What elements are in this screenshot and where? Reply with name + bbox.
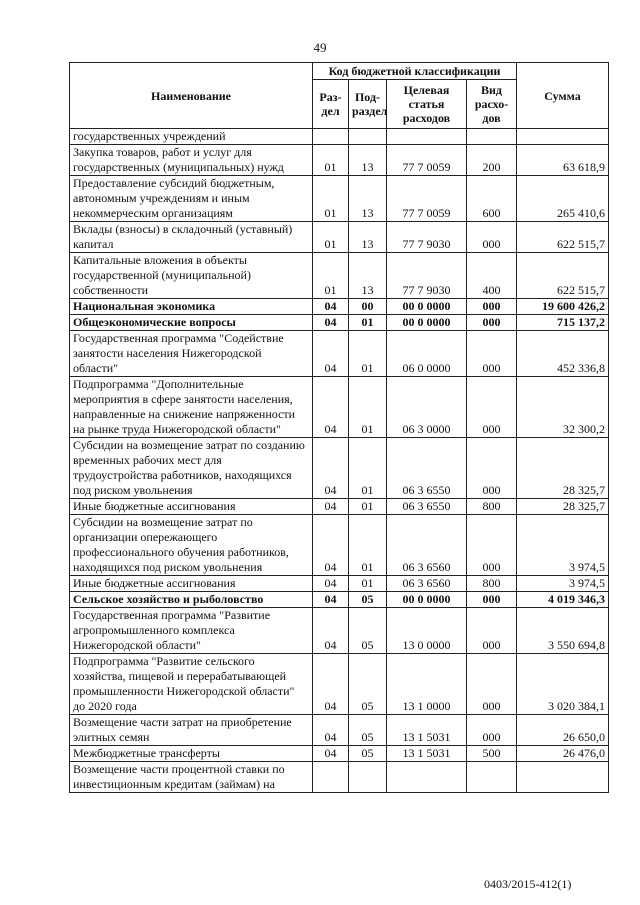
row-podrazdel: 01: [349, 499, 387, 515]
row-podrazdel: 05: [349, 654, 387, 715]
row-vid: 000: [467, 222, 517, 253]
table-row: [70, 315, 609, 331]
row-razdel: 04: [313, 592, 349, 608]
row-vid: 000: [467, 299, 517, 315]
row-target: 06 3 6560: [387, 515, 467, 576]
row-target: [387, 762, 467, 793]
row-vid: 000: [467, 654, 517, 715]
row-podrazdel: 01: [349, 331, 387, 377]
row-razdel: [313, 129, 349, 145]
row-sum: 265 410,6: [517, 176, 609, 222]
header-code-group: Код бюджетной классификации: [313, 63, 517, 80]
table-row: [70, 377, 609, 438]
row-target: 00 0 0000: [387, 592, 467, 608]
row-podrazdel: 05: [349, 592, 387, 608]
row-target: [387, 129, 467, 145]
row-razdel: 01: [313, 253, 349, 299]
row-razdel: 04: [313, 715, 349, 746]
row-podrazdel: 13: [349, 253, 387, 299]
table-row: [70, 515, 609, 576]
header-name: Наименование: [70, 63, 313, 129]
row-name: Межбюджетные трансферты: [70, 746, 313, 762]
row-sum: 715 137,2: [517, 315, 609, 331]
row-vid: 800: [467, 576, 517, 592]
table-row: [70, 654, 609, 715]
row-vid: 200: [467, 145, 517, 176]
row-sum: 3 550 694,8: [517, 608, 609, 654]
row-target: 00 0 0000: [387, 299, 467, 315]
row-podrazdel: 13: [349, 145, 387, 176]
row-target: 13 1 0000: [387, 654, 467, 715]
row-target: 06 3 0000: [387, 377, 467, 438]
row-sum: 19 600 426,2: [517, 299, 609, 315]
row-podrazdel: 13: [349, 222, 387, 253]
row-name: Национальная экономика: [70, 299, 313, 315]
row-sum: 622 515,7: [517, 253, 609, 299]
table-row: [70, 499, 609, 515]
table-row: [70, 145, 609, 176]
row-vid: 000: [467, 592, 517, 608]
row-target: 06 3 6550: [387, 499, 467, 515]
budget-table: [69, 62, 609, 793]
row-target: 77 7 0059: [387, 145, 467, 176]
row-name: Капитальные вложения в объекты государственной (муниципальной) собственности: [70, 253, 313, 299]
row-name: Возмещение части затрат на приобретение элитных семян: [70, 715, 313, 746]
row-sum: 4 019 346,3: [517, 592, 609, 608]
row-sum: [517, 129, 609, 145]
document-code: 0403/2015-412(1): [484, 877, 572, 891]
row-razdel: 04: [313, 746, 349, 762]
table-row: [70, 299, 609, 315]
row-target: 13 1 5031: [387, 715, 467, 746]
row-vid: 000: [467, 715, 517, 746]
table-row: [70, 576, 609, 592]
table-body: [70, 129, 609, 793]
row-podrazdel: 05: [349, 746, 387, 762]
row-name: Подпрограмма "Развитие сельского хозяйства, пищевой и перерабатывающей промышленности Нижегородской области" до 2020 года: [70, 654, 313, 715]
table-row: [70, 331, 609, 377]
table-row: [70, 746, 609, 762]
row-target: 77 7 9030: [387, 222, 467, 253]
row-podrazdel: 01: [349, 315, 387, 331]
row-sum: 26 476,0: [517, 746, 609, 762]
row-razdel: 01: [313, 222, 349, 253]
row-vid: 400: [467, 253, 517, 299]
row-razdel: 04: [313, 299, 349, 315]
row-sum: [517, 762, 609, 793]
row-podrazdel: 01: [349, 438, 387, 499]
row-target: 77 7 0059: [387, 176, 467, 222]
row-vid: [467, 129, 517, 145]
row-podrazdel: 05: [349, 715, 387, 746]
row-razdel: 04: [313, 331, 349, 377]
table-row: [70, 715, 609, 746]
row-target: 06 3 6560: [387, 576, 467, 592]
row-vid: 000: [467, 608, 517, 654]
row-target: 06 3 6550: [387, 438, 467, 499]
table-row: [70, 608, 609, 654]
header-razdel: Раз- дел: [313, 80, 349, 129]
row-vid: 600: [467, 176, 517, 222]
row-name: Субсидии на возмещение затрат по созданию временных рабочих мест для трудоустройства работников, находящихся под риском увольнения: [70, 438, 313, 499]
row-name: Предоставление субсидий бюджетным, автономным учреждениям и иным некоммерческим организациям: [70, 176, 313, 222]
table-row: [70, 129, 609, 145]
row-name: Иные бюджетные ассигнования: [70, 576, 313, 592]
row-name: Подпрограмма "Дополнительные мероприятия в сфере занятости населения, направленные на снижение напряженности на рынке труда Нижегородской области": [70, 377, 313, 438]
row-podrazdel: [349, 762, 387, 793]
row-sum: 3 020 384,1: [517, 654, 609, 715]
row-podrazdel: 00: [349, 299, 387, 315]
row-target: 13 1 5031: [387, 746, 467, 762]
row-target: 77 7 9030: [387, 253, 467, 299]
row-target: 06 0 0000: [387, 331, 467, 377]
row-name: Сельское хозяйство и рыболовство: [70, 592, 313, 608]
row-sum: 28 325,7: [517, 438, 609, 499]
row-name: государственных учреждений: [70, 129, 313, 145]
row-vid: 000: [467, 515, 517, 576]
row-sum: 32 300,2: [517, 377, 609, 438]
table-row: [70, 176, 609, 222]
row-podrazdel: 01: [349, 576, 387, 592]
row-razdel: 04: [313, 608, 349, 654]
table-row: [70, 253, 609, 299]
row-name: Общеэкономические вопросы: [70, 315, 313, 331]
header-target: Целевая статья расходов: [387, 80, 467, 129]
row-razdel: 04: [313, 654, 349, 715]
row-sum: 3 974,5: [517, 515, 609, 576]
row-sum: 622 515,7: [517, 222, 609, 253]
row-razdel: 04: [313, 377, 349, 438]
row-vid: 000: [467, 377, 517, 438]
header-vid: Вид расхо- дов: [467, 80, 517, 129]
row-sum: 26 650,0: [517, 715, 609, 746]
row-podrazdel: 01: [349, 377, 387, 438]
row-name: Иные бюджетные ассигнования: [70, 499, 313, 515]
row-razdel: 04: [313, 576, 349, 592]
header-sum: Сумма: [517, 63, 609, 129]
row-vid: 000: [467, 438, 517, 499]
row-vid: [467, 762, 517, 793]
row-razdel: 04: [313, 499, 349, 515]
row-name: Вклады (взносы) в складочный (уставный) капитал: [70, 222, 313, 253]
header-podrazdel: Под- раздел: [349, 80, 387, 129]
table-row: [70, 438, 609, 499]
row-sum: 452 336,8: [517, 331, 609, 377]
row-target: 13 0 0000: [387, 608, 467, 654]
table-row: [70, 762, 609, 793]
row-name: Государственная программа "Развитие агропромышленного комплекса Нижегородской области": [70, 608, 313, 654]
row-razdel: 04: [313, 515, 349, 576]
row-razdel: 01: [313, 145, 349, 176]
row-podrazdel: 13: [349, 176, 387, 222]
row-razdel: [313, 762, 349, 793]
row-sum: 63 618,9: [517, 145, 609, 176]
row-name: Закупка товаров, работ и услуг для государственных (муниципальных) нужд: [70, 145, 313, 176]
row-name: Государственная программа "Содействие занятости населения Нижегородской области": [70, 331, 313, 377]
row-vid: 000: [467, 315, 517, 331]
row-razdel: 04: [313, 315, 349, 331]
row-name: Возмещение части процентной ставки по инвестиционным кредитам (займам) на: [70, 762, 313, 793]
row-podrazdel: 01: [349, 515, 387, 576]
row-vid: 500: [467, 746, 517, 762]
row-razdel: 01: [313, 176, 349, 222]
row-podrazdel: [349, 129, 387, 145]
table-row: [70, 592, 609, 608]
row-target: 00 0 0000: [387, 315, 467, 331]
table-row: [70, 222, 609, 253]
row-sum: 3 974,5: [517, 576, 609, 592]
page-number: 49: [313, 40, 327, 55]
row-podrazdel: 05: [349, 608, 387, 654]
row-razdel: 04: [313, 438, 349, 499]
row-sum: 28 325,7: [517, 499, 609, 515]
row-vid: 000: [467, 331, 517, 377]
row-vid: 800: [467, 499, 517, 515]
row-name: Субсидии на возмещение затрат по организации опережающего профессионального обучения работников, находящихся под риском увольнения: [70, 515, 313, 576]
